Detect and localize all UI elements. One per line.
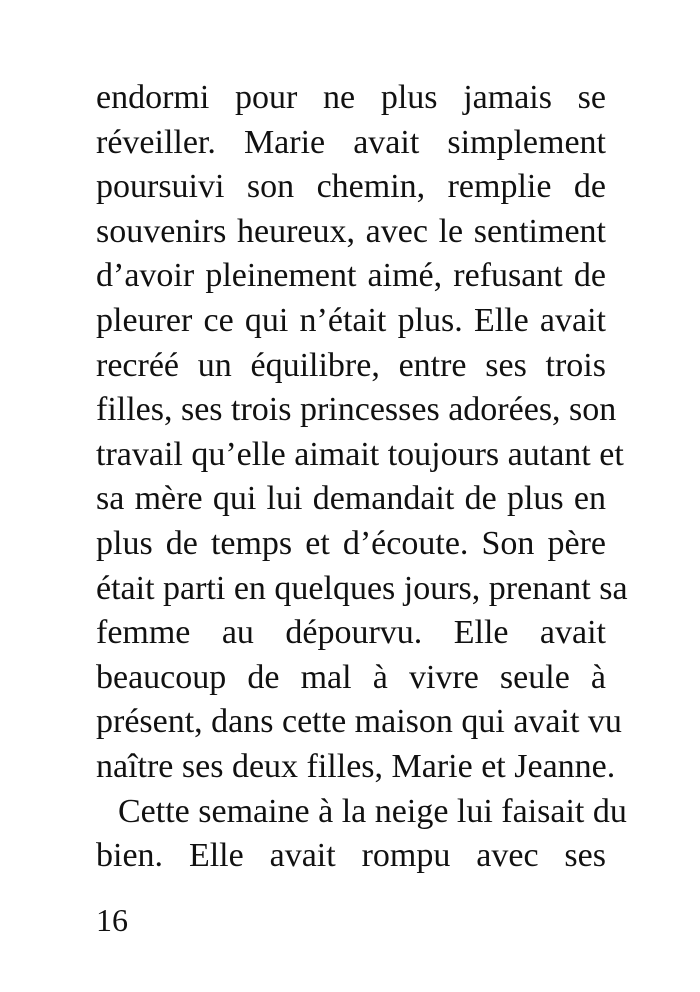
- text-line: femme au dépourvu. Elle avait: [96, 614, 606, 652]
- page-number: 16: [96, 902, 128, 938]
- text-line: présent, dans cette maison qui avait vu: [96, 703, 622, 741]
- text-line: pleurer ce qui n’était plus. Elle avait: [96, 301, 606, 339]
- text-line: filles, ses trois princesses adorées, son: [96, 391, 617, 429]
- text-line-paragraph-end: naître ses deux filles, Marie et Jeanne.: [96, 747, 616, 785]
- text-line: recréé un équilibre, entre ses trois: [96, 346, 606, 384]
- text-line: endormi pour ne plus jamais se: [96, 79, 606, 116]
- text-line: travail qu’elle aimait toujours autant et: [96, 435, 624, 473]
- text-line: sa mère qui lui demandait de plus en: [96, 480, 606, 518]
- text-line: souvenirs heureux, avec le sentiment: [96, 212, 606, 250]
- text-line: beaucoup de mal à vivre seule à: [96, 658, 606, 696]
- text-line: poursuivi son chemin, remplie de: [96, 168, 606, 206]
- text-line-paragraph-start: Cette semaine à la neige lui faisait du: [118, 792, 627, 830]
- text-line: était parti en quelques jours, prenant sa: [96, 569, 628, 607]
- text-line: réveiller. Marie avait simplement: [96, 123, 606, 161]
- page-body: [96, 76, 628, 879]
- text-line: bien. Elle avait rompu avec ses: [96, 837, 606, 875]
- text-line: plus de temps et d’écoute. Son père: [96, 524, 606, 562]
- text-line: d’avoir pleinement aimé, refusant de: [96, 257, 606, 295]
